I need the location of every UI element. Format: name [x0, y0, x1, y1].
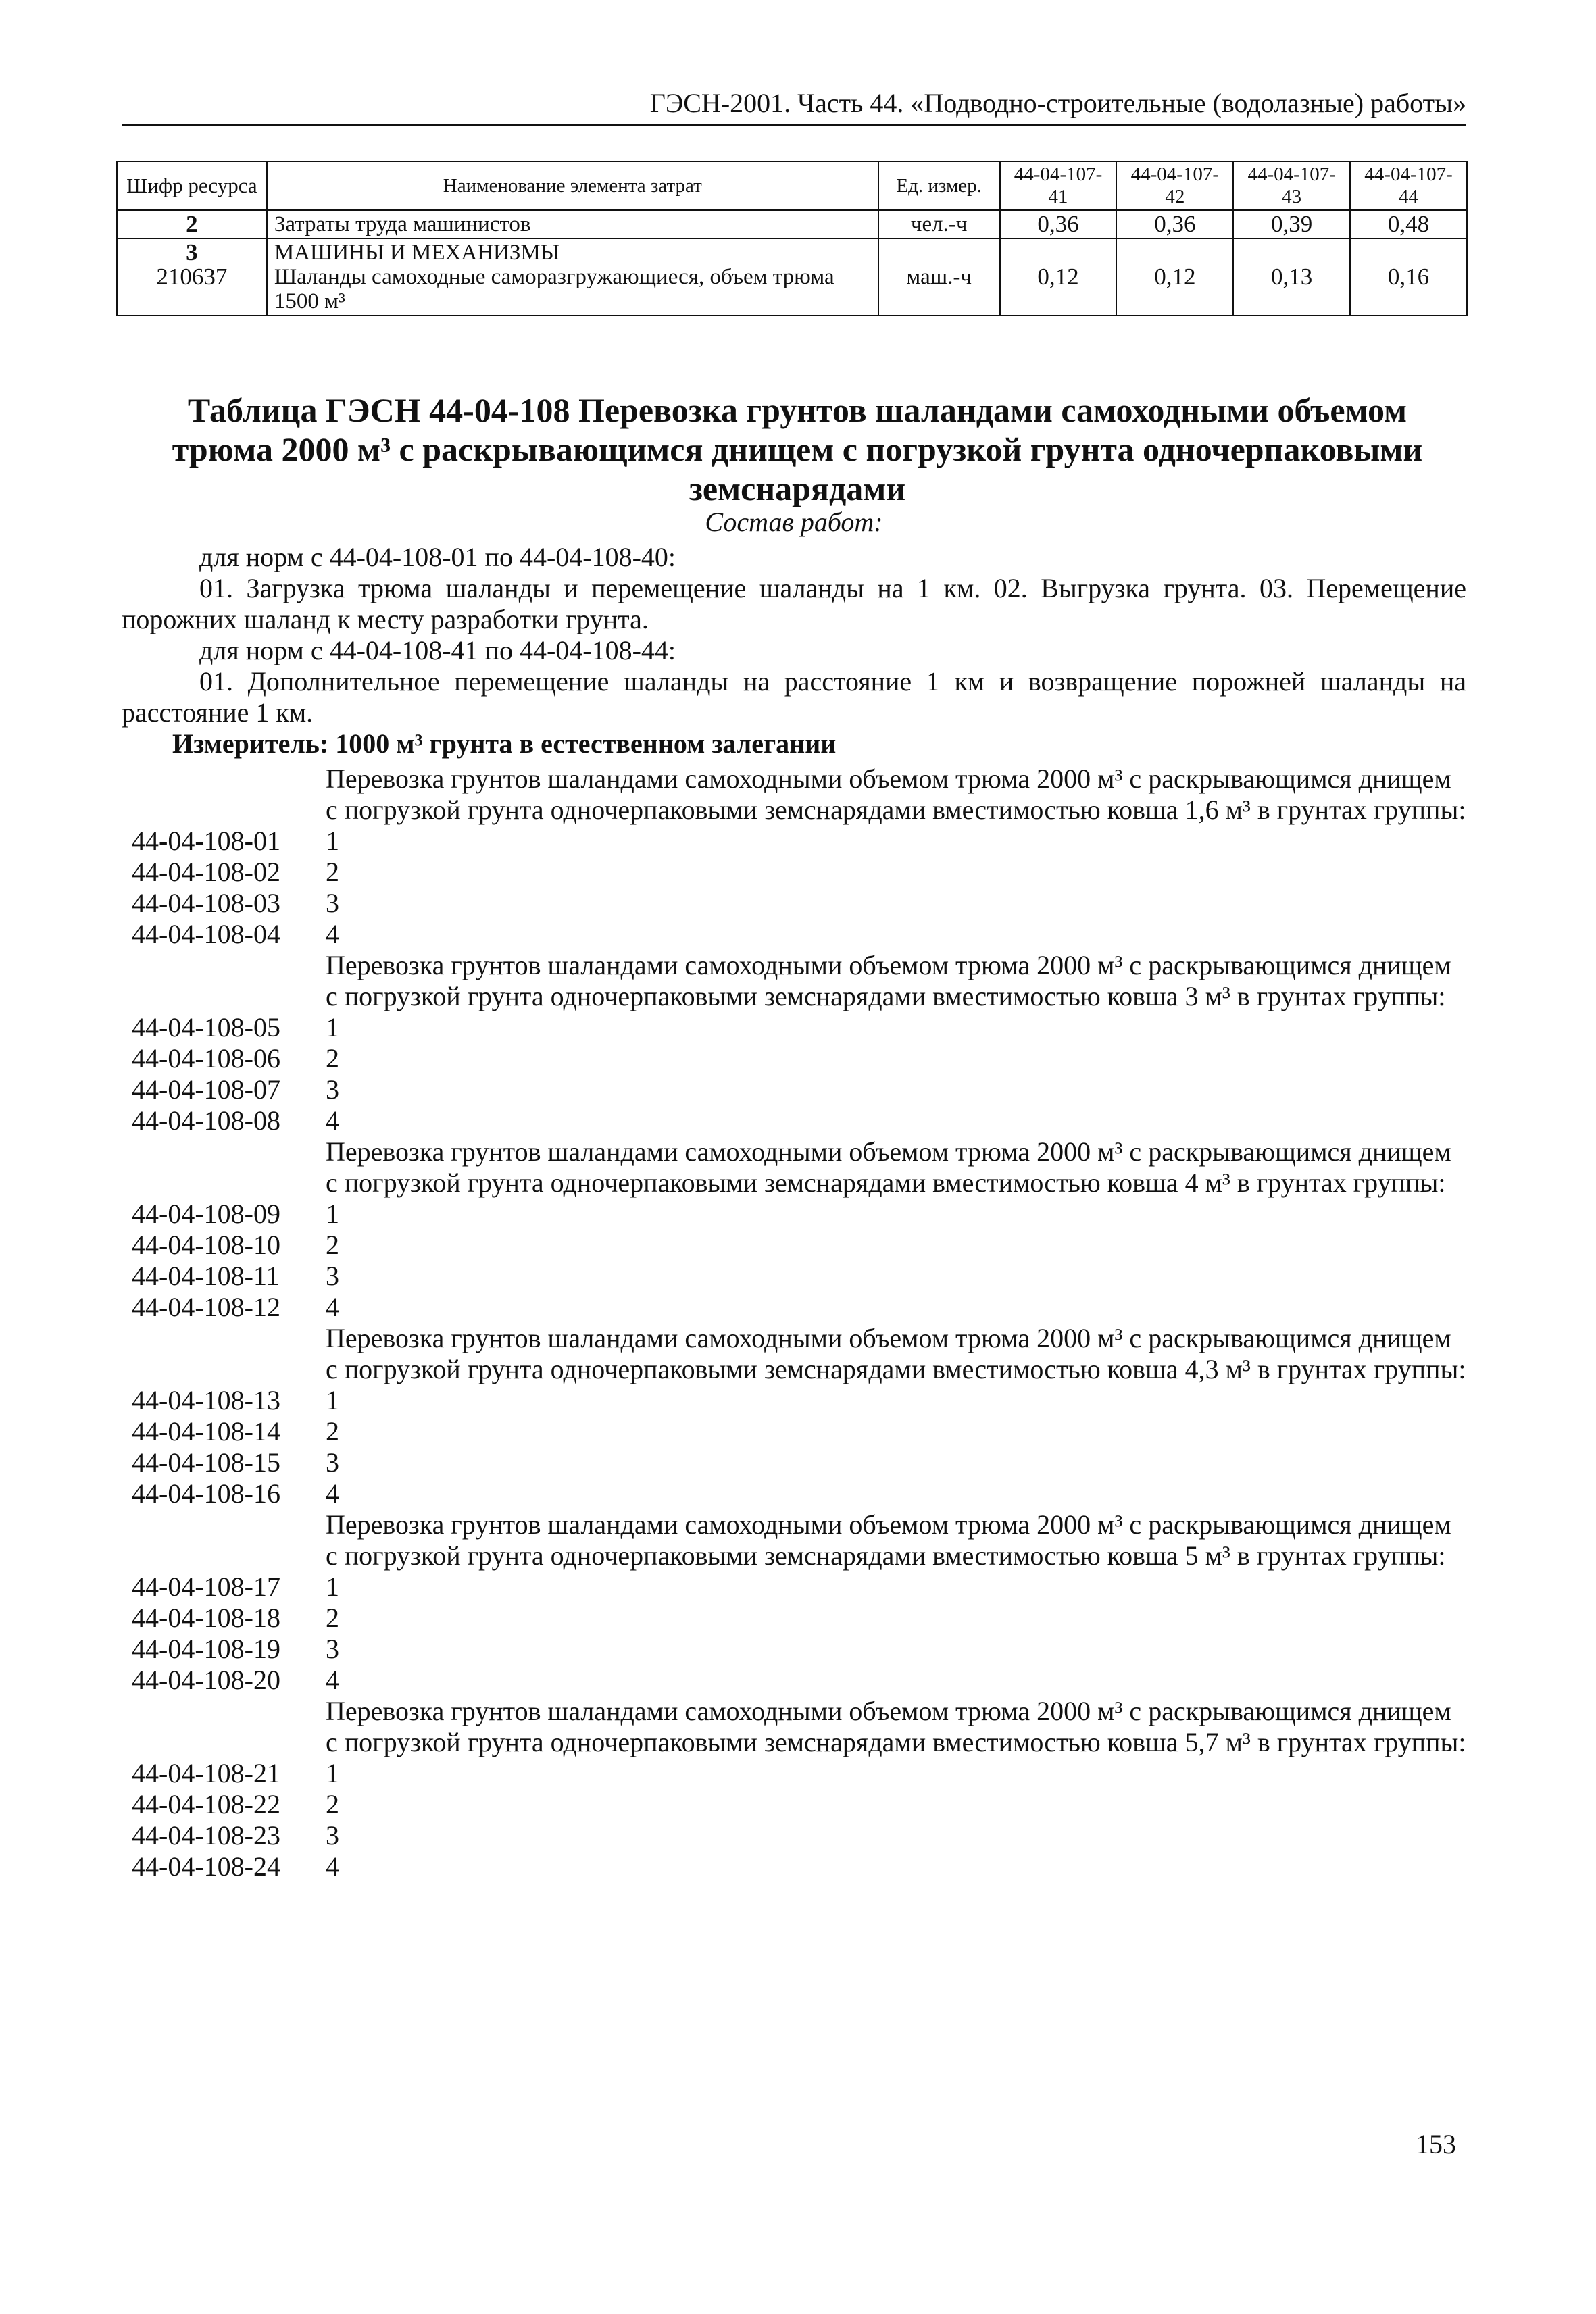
norm-group [132, 1323, 1466, 1509]
norm-group-description: Перевозка грунтов шаландами самоходными объемом трюма 2000 м³ с раскрывающимся днищем с погрузкой грунта одночерпаковыми земснарядами вместимостью ковша 4,3 м³ в грунтах группы: [326, 1323, 1466, 1384]
work-scope-range-2: для норм с 44-04-108-41 по 44-04-108-44: [199, 635, 676, 665]
header-cell-norm-43: 44-04-107-43 [1233, 161, 1350, 210]
soil-group-number: 2 [326, 1789, 339, 1819]
norm-code: 44-04-108-16 [132, 1478, 280, 1509]
work-scope-range-1: для норм с 44-04-108-01 по 44-04-108-40: [199, 542, 676, 572]
header-cell-unit: Ед. измер. [878, 161, 1000, 210]
norm-row [132, 1820, 1466, 1851]
norm-code: 44-04-108-09 [132, 1199, 280, 1229]
norm-row [132, 1385, 1466, 1416]
soil-group-number: 3 [326, 1447, 339, 1478]
norm-group-description: Перевозка грунтов шаландами самоходными объемом трюма 2000 м³ с раскрывающимся днищем с погрузкой грунта одночерпаковыми земснарядами вместимостью ковша 4 м³ в грунтах группы: [326, 1136, 1451, 1198]
norm-code: 44-04-108-20 [132, 1665, 280, 1695]
section-code: 3 [186, 239, 198, 266]
soil-group-number: 3 [326, 1261, 339, 1291]
work-scope-text-2: 01. Дополнительное перемещение шаланды на расстояние 1 км и возвращение порожней шаланды на расстояние 1 км. [122, 666, 1466, 728]
soil-group-number: 1 [326, 1385, 339, 1415]
soil-group-number: 2 [326, 1416, 339, 1447]
soil-group-number: 2 [326, 1043, 339, 1074]
norm-code: 44-04-108-06 [132, 1043, 280, 1074]
work-scope-text-1: 01. Загрузка трюма шаланды и перемещение шаланды на 1 км. 02. Выгрузка грунта. 03. Перемещение порожних шаланд к месту разработки грунта. [122, 573, 1466, 634]
norm-group [132, 950, 1466, 1136]
norm-code: 44-04-108-13 [132, 1385, 280, 1415]
soil-group-number: 1 [326, 1571, 339, 1602]
row-value: 0,12 [1116, 238, 1233, 316]
norm-row [132, 1105, 1466, 1136]
norm-row [132, 1851, 1466, 1882]
table-row [117, 238, 1467, 316]
soil-group-number: 4 [326, 919, 339, 949]
norm-code: 44-04-108-22 [132, 1789, 280, 1819]
norm-code: 44-04-108-14 [132, 1416, 280, 1447]
resource-name: Шаланды самоходные саморазгружающиеся, объем трюма 1500 м³ [274, 265, 834, 313]
header-cell-name: Наименование элемента затрат [267, 161, 878, 210]
norm-row [132, 888, 1466, 919]
row-code: 2 [117, 210, 267, 238]
row-unit: маш.-ч [878, 238, 1000, 316]
row-name [267, 238, 878, 316]
norm-code: 44-04-108-08 [132, 1105, 280, 1136]
norm-code: 44-04-108-12 [132, 1292, 280, 1322]
measure-unit: Измеритель: 1000 м³ грунта в естественном залегании [172, 728, 837, 759]
soil-group-number: 4 [326, 1851, 339, 1882]
norm-row [132, 1758, 1466, 1789]
norm-code: 44-04-108-24 [132, 1851, 280, 1882]
norm-row [132, 1603, 1466, 1634]
table-row [117, 210, 1467, 238]
resource-table [116, 161, 1468, 316]
row-code [117, 238, 267, 316]
row-unit: чел.-ч [878, 210, 1000, 238]
norm-row [132, 1789, 1466, 1820]
norm-code: 44-04-108-18 [132, 1603, 280, 1633]
table-title: Таблица ГЭСН 44-04-108 Перевозка грунтов шаландами самоходными объемом трюма 2000 м³ с раскрывающимся днищем с погрузкой грунта одночерпаковыми земснарядами [172, 391, 1423, 507]
norm-row [132, 1230, 1466, 1261]
soil-group-number: 2 [326, 857, 339, 887]
soil-group-number: 3 [326, 1634, 339, 1664]
row-value: 0,12 [1000, 238, 1117, 316]
norm-code: 44-04-108-15 [132, 1447, 280, 1478]
norm-row [132, 1074, 1466, 1105]
norm-code: 44-04-108-10 [132, 1230, 280, 1260]
resource-table-header-row [117, 161, 1467, 210]
norm-code: 44-04-108-02 [132, 857, 280, 887]
work-scope-heading: Состав работ: [705, 507, 883, 537]
soil-group-number: 3 [326, 1074, 339, 1105]
norm-code: 44-04-108-04 [132, 919, 280, 949]
norm-code: 44-04-108-05 [132, 1012, 280, 1042]
work-scope [122, 542, 1466, 759]
norm-code: 44-04-108-21 [132, 1758, 280, 1788]
soil-group-number: 3 [326, 888, 339, 918]
norm-row [132, 1043, 1466, 1074]
norm-group-description: Перевозка грунтов шаландами самоходными объемом трюма 2000 м³ с раскрывающимся днищем с погрузкой грунта одночерпаковыми земснарядами вместимостью ковша 5,7 м³ в грунтах группы: [326, 1696, 1466, 1757]
norm-row [132, 1292, 1466, 1323]
norm-code: 44-04-108-01 [132, 826, 280, 856]
soil-group-number: 3 [326, 1820, 339, 1851]
soil-group-number: 2 [326, 1603, 339, 1633]
soil-group-number: 4 [326, 1292, 339, 1322]
norm-code: 44-04-108-07 [132, 1074, 280, 1105]
norm-code: 44-04-108-11 [132, 1261, 280, 1291]
norm-code: 44-04-108-23 [132, 1820, 280, 1851]
norm-group [132, 1509, 1466, 1696]
section-title: МАШИНЫ И МЕХАНИЗМЫ [274, 241, 560, 265]
norm-row [132, 1571, 1466, 1603]
row-value: 0,39 [1233, 210, 1350, 238]
soil-group-number: 1 [326, 826, 339, 856]
norm-row [132, 1634, 1466, 1665]
norm-group-description: Перевозка грунтов шаландами самоходными объемом трюма 2000 м³ с раскрывающимся днищем с погрузкой грунта одночерпаковыми земснарядами вместимостью ковша 5 м³ в грунтах группы: [326, 1509, 1451, 1571]
norm-group [132, 763, 1466, 950]
norm-group-description: Перевозка грунтов шаландами самоходными объемом трюма 2000 м³ с раскрывающимся днищем с погрузкой грунта одночерпаковыми земснарядами вместимостью ковша 1,6 м³ в грунтах группы: [326, 763, 1466, 825]
soil-group-number: 1 [326, 1012, 339, 1042]
norm-row [132, 1261, 1466, 1292]
norm-row [132, 1416, 1466, 1447]
soil-group-number: 1 [326, 1199, 339, 1229]
soil-group-number: 4 [326, 1478, 339, 1509]
header-cell-norm-42: 44-04-107-42 [1116, 161, 1233, 210]
norm-row [132, 857, 1466, 888]
row-value: 0,13 [1233, 238, 1350, 316]
soil-group-number: 2 [326, 1230, 339, 1260]
header-cell-norm-41: 44-04-107-41 [1000, 161, 1117, 210]
norm-row [132, 1447, 1466, 1478]
resource-code: 210637 [156, 263, 228, 290]
norm-code: 44-04-108-03 [132, 888, 280, 918]
row-value: 0,36 [1116, 210, 1233, 238]
norm-code: 44-04-108-17 [132, 1571, 280, 1602]
norm-row [132, 826, 1466, 857]
soil-group-number: 4 [326, 1105, 339, 1136]
norm-row [132, 1012, 1466, 1043]
norm-row [132, 1665, 1466, 1696]
running-header: ГЭСН-2001. Часть 44. «Подводно-строительные (водолазные) работы» [122, 86, 1466, 126]
norm-row [132, 1478, 1466, 1509]
row-name: Затраты труда машинистов [267, 210, 878, 238]
row-value: 0,16 [1350, 238, 1467, 316]
norm-group-description: Перевозка грунтов шаландами самоходными объемом трюма 2000 м³ с раскрывающимся днищем с погрузкой грунта одночерпаковыми земснарядами вместимостью ковша 3 м³ в грунтах группы: [326, 950, 1451, 1011]
norm-group [132, 1696, 1466, 1882]
norm-code: 44-04-108-19 [132, 1634, 280, 1664]
page-number: 153 [1416, 2129, 1456, 2159]
norm-group [132, 1136, 1466, 1323]
row-value: 0,48 [1350, 210, 1467, 238]
soil-group-number: 4 [326, 1665, 339, 1695]
norm-row [132, 919, 1466, 950]
row-value: 0,36 [1000, 210, 1117, 238]
norm-row [132, 1199, 1466, 1230]
norms-list [132, 763, 1466, 1882]
header-cell-code: Шифр ресурса [117, 161, 267, 210]
header-cell-norm-44: 44-04-107-44 [1350, 161, 1467, 210]
soil-group-number: 1 [326, 1758, 339, 1788]
